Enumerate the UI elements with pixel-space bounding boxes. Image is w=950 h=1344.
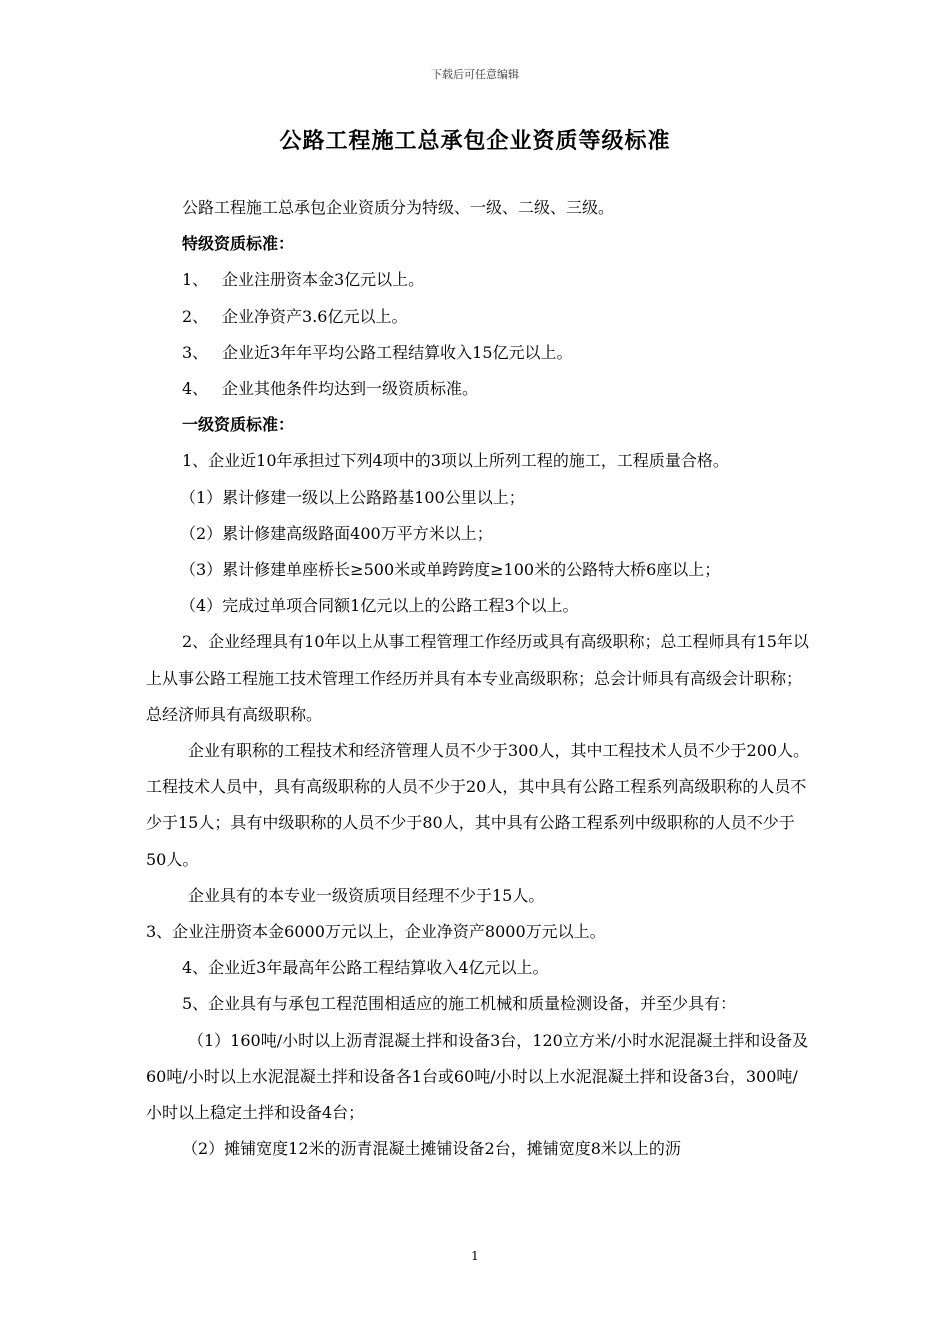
level1-heading: 一级资质标准： [182, 415, 295, 435]
special-item-text: 企业近3年年平均公路工程结算收入15亿元以上。 [222, 342, 573, 362]
level1-subitem: （4）完成过单项合同额1亿元以上的公路工程3个以上。 [180, 596, 579, 616]
document-title: 公路工程施工总承包企业资质等级标准 [279, 128, 671, 154]
special-item-num: 1、 [182, 270, 209, 290]
level1-paragraph: 2、企业经理具有10年以上从事工程管理工作经历或具有高级职称；总工程师具有15年以上从事公路工程施工技术管理工作经历并具有本专业高级职称；总会计师具有高级会计职称；总经济师具有高级职称。 [146, 632, 809, 724]
special-item-text: 企业注册资本金3亿元以上。 [222, 270, 425, 290]
special-item [146, 262, 812, 298]
document-body [146, 190, 812, 1167]
intro-paragraph: 公路工程施工总承包企业资质分为特级、一级、二级、三级。 [182, 198, 615, 217]
special-item-num: 3、 [182, 342, 209, 362]
special-item-text: 企业净资产3.6亿元以上。 [222, 306, 408, 326]
special-item-text: 企业其他条件均达到一级资质标准。 [222, 379, 479, 399]
special-item [146, 335, 812, 371]
level1-paragraph: 5、企业具有与承包工程范围相适应的施工机械和质量检测设备，并至少具有： [182, 994, 737, 1014]
level1-subitem: （3）累计修建单座桥长≥500米或单跨跨度≥100米的公路特大桥6座以上； [180, 560, 721, 580]
level1-paragraph: 1、企业近10年承担过下列4项中的3项以上所列工程的施工，工程质量合格。 [182, 451, 729, 471]
level1-paragraph: 3、企业注册资本金6000万元以上，企业净资产8000万元以上。 [146, 922, 606, 942]
equipment-paragraph: （2）摊铺宽度12米的沥青混凝土摊铺设备2台，摊铺宽度8米以上的沥 [182, 1139, 681, 1159]
level1-paragraph: 企业有职称的工程技术和经济管理人员不少于300人，其中工程技术人员不少于200人。工程技术人员中，具有高级职称的人员不少于20人，其中具有公路工程系列高级职称的人员不少于15人；具有中级职称的人员不少于80人，其中具有公路工程系列中级职称的人员不少于50人。 [146, 741, 810, 869]
special-item [146, 371, 812, 407]
level1-subitem: （2）累计修建高级路面400万平方米以上； [180, 523, 493, 543]
equipment-paragraph: （1）160吨/小时以上沥青混凝土拌和设备3台，120立方米/小时水泥混凝土拌和设备及60吨/小时以上水泥混凝土拌和设备各1台或60吨/小时以上水泥混凝土拌和设备3台，300吨/小时以上稳定土拌和设备4台； [146, 1030, 809, 1123]
page-header: 下载后可任意编辑 [431, 68, 519, 81]
page-number: 1 [471, 1249, 479, 1263]
special-item-num: 2、 [182, 306, 209, 326]
special-heading: 特级资质标准： [182, 234, 295, 254]
special-item [146, 299, 812, 335]
level1-paragraph: 企业具有的本专业一级资质项目经理不少于15人。 [188, 885, 545, 905]
level1-subitem: （1）累计修建一级以上公路路基100公里以上； [180, 487, 525, 507]
special-item-num: 4、 [182, 379, 209, 399]
level1-paragraph: 4、企业近3年最高年公路工程结算收入4亿元以上。 [182, 958, 549, 978]
